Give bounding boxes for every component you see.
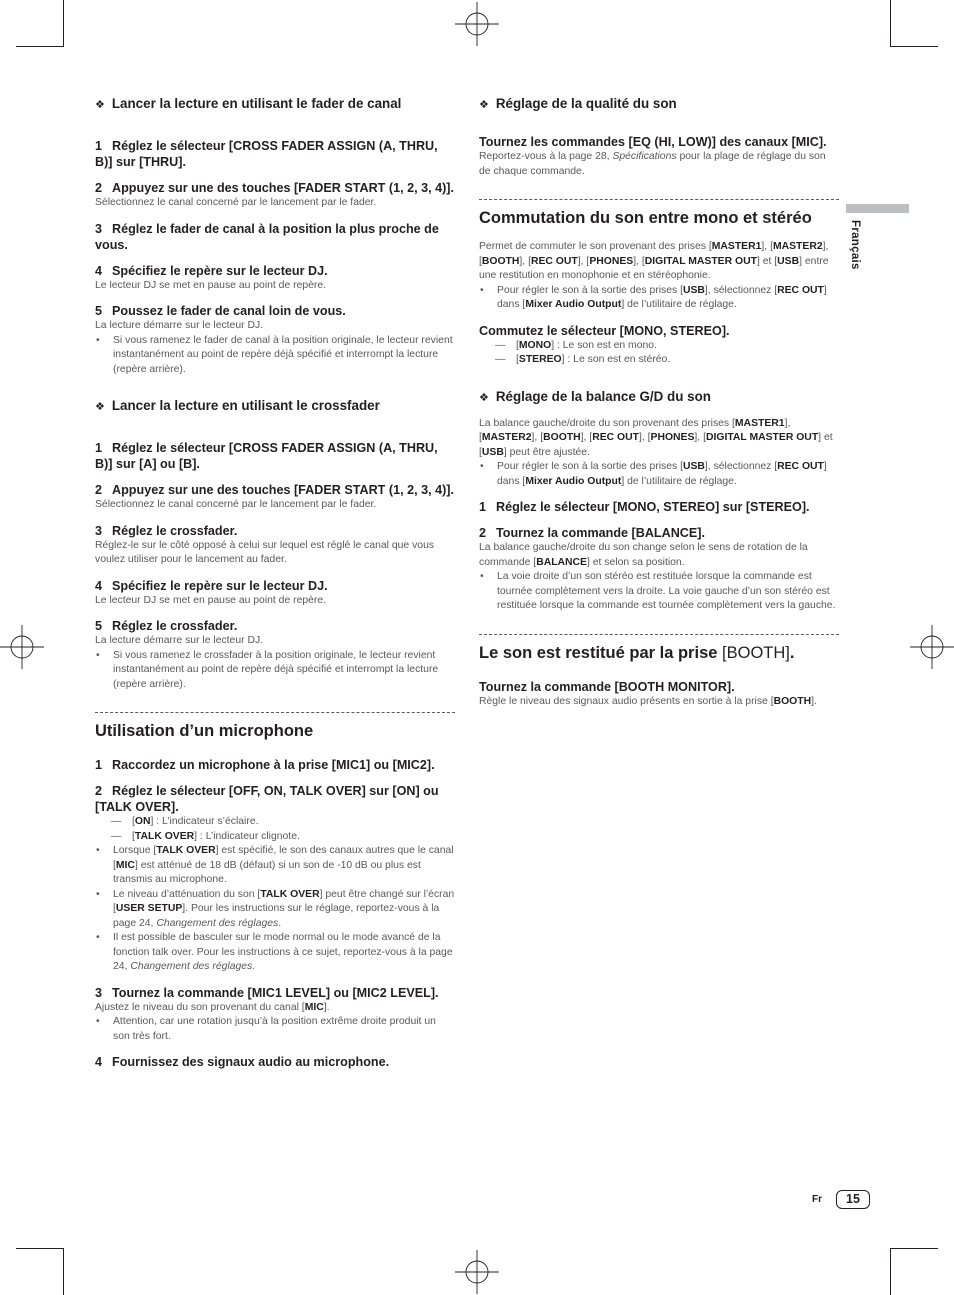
step: 4 Spécifiez le repère sur le lecteur DJ. — [95, 263, 328, 278]
step: 2 Appuyez sur une des touches [FADER START (1, 2, 3, 4)]. — [95, 483, 454, 497]
step-description: Règle le niveau des signaux audio présents en sortie à la prise [BOOTH]. — [479, 695, 817, 707]
crop-mark — [890, 1248, 891, 1295]
bullet-note: • Le niveau d’atténuation du son [TALK OVER] peut être changé sur l’écran [USER SETUP]. Pour les instructions sur le réglage, reportez-vous à la page 24, Changement des réglages. — [95, 888, 455, 932]
dash-item: — [TALK OVER] : L’indicateur clignote. — [95, 830, 455, 845]
step: 1 Réglez le sélecteur [CROSS FADER ASSIGN (A, THRU, B)] sur [THRU]. — [95, 139, 438, 169]
language-tab-bar — [846, 204, 909, 213]
bullet-note: • Si vous ramenez le fader de canal à la position originale, le lecteur revient instantanément au point de repère déjà spécifié et interrompt la lecture (repère arrière). — [95, 334, 455, 378]
bullet-note: • Attention, car une rotation jusqu’à la position extrême droite produit un son très fort. — [95, 1015, 455, 1044]
diamond-icon: ❖ — [95, 99, 105, 111]
step-description: Ajustez le niveau du son provenant du canal [MIC]. — [95, 1001, 330, 1013]
language-tab-label: Français — [849, 220, 861, 270]
registration-mark-icon — [455, 2, 499, 46]
section-heading: Commutation du son entre mono et stéréo — [479, 209, 812, 227]
step: 2 Réglez le sélecteur [OFF, ON, TALK OVER] sur [ON] ou [TALK OVER]. — [95, 784, 439, 814]
crop-mark — [63, 0, 64, 47]
bullet-note: • La voie droite d’un son stéréo est restituée lorsque la commande est tournée complètement vers la droite. La voie gauche d’un son stéréo est restituée lorsque la commande est tournée complètement vers la gauche. — [479, 570, 839, 614]
left-column — [95, 95, 455, 1070]
dash-item: — [MONO] : Le son est en mono. — [479, 339, 839, 354]
diamond-icon: ❖ — [479, 99, 489, 111]
crop-mark — [891, 1248, 938, 1249]
section-heading: Utilisation d’un microphone — [95, 722, 314, 740]
step-description: La balance gauche/droite du son change selon le sens de rotation de la commande [BALANCE] et selon sa position. — [479, 542, 808, 568]
crop-mark — [891, 46, 938, 47]
step: 5 Réglez le crossfader. — [95, 619, 238, 633]
step: 2 Appuyez sur une des touches [FADER START (1, 2, 3, 4)]. — [95, 181, 454, 195]
step-description: Réglez-le sur le côté opposé à celui sur lequel est réglé le canal que vous voulez utiliser pour le lancement au fader. — [95, 539, 435, 565]
step: 3 Réglez le fader de canal à la position la plus proche de vous. — [95, 221, 439, 252]
registration-mark-icon — [910, 625, 954, 669]
section-title: ❖ Réglage de la balance G/D du son — [479, 388, 711, 404]
paragraph: La balance gauche/droite du son provenant des prises [MASTER1], [MASTER2], [BOOTH], [REC OUT], [PHONES], [DIGITAL MASTER OUT] et [USB] peut être ajustée. — [479, 417, 833, 458]
step: 1 Réglez le sélecteur [MONO, STEREO] sur [STEREO]. — [479, 500, 810, 514]
crop-mark — [63, 1248, 64, 1295]
section-heading: Le son est restitué par la prise [BOOTH]. — [479, 643, 795, 662]
step-description: Le lecteur DJ se met en pause au point de repère. — [95, 279, 327, 291]
bullet-note: • Il est possible de basculer sur le mode normal ou le mode avancé de la fonction talk over. Pour les instructions à ce sujet, reportez-vous à la page 24, Changement des réglages. — [95, 931, 455, 975]
section-title: ❖ Lancer la lecture en utilisant le fader de canal — [95, 96, 402, 111]
step: 1 Raccordez un microphone à la prise [MIC1] ou [MIC2]. — [95, 758, 435, 772]
paragraph: Permet de commuter le son provenant des prises [MASTER1], [MASTER2], [BOOTH], [REC OUT], [PHONES], [DIGITAL MASTER OUT] et [USB] entre une restitution en monophonie et en stéréophonie. — [479, 241, 829, 281]
step-description: Sélectionnez le canal concerné par le lancement par le fader. — [95, 197, 377, 208]
step: 1 Réglez le sélecteur [CROSS FADER ASSIGN (A, THRU, B)] sur [A] ou [B]. — [95, 441, 438, 471]
step-description: Reportez-vous à la page 28, Spécifications pour la plage de réglage du son de chaque commande. — [479, 151, 826, 177]
step: 2 Tournez la commande [BALANCE]. — [479, 526, 705, 540]
step: 4 Fournissez des signaux audio au microphone. — [95, 1055, 390, 1069]
bullet-note: • Si vous ramenez le crossfader à la position originale, le lecteur revient instantanément au point de repère déjà spécifié et interrompt la lecture (repère arrière). — [95, 649, 455, 693]
step: 5 Poussez le fader de canal loin de vous. — [95, 304, 346, 318]
registration-mark-icon — [455, 1250, 499, 1294]
crop-mark — [890, 0, 891, 47]
dash-item: — [STEREO] : Le son est en stéréo. — [479, 353, 839, 368]
step: Commutez le sélecteur [MONO, STEREO]. — [479, 323, 730, 338]
step: 3 Tournez la commande [MIC1 LEVEL] ou [MIC2 LEVEL]. — [95, 985, 439, 1000]
section-title: ❖ Lancer la lecture en utilisant le crossfader — [95, 398, 380, 413]
bullet-note: • Pour régler le son à la sortie des prises [USB], sélectionnez [REC OUT] dans [Mixer Audio Output] de l’utilitaire de réglage. — [479, 460, 839, 489]
footer-language: Fr — [812, 1194, 822, 1205]
bullet-note: • Pour régler le son à la sortie des prises [USB], sélectionnez [REC OUT] dans [Mixer Audio Output] de l’utilitaire de réglage. — [479, 284, 839, 313]
step-description: La lecture démarre sur le lecteur DJ. — [95, 320, 264, 331]
page-number: 15 — [836, 1190, 870, 1209]
bullet-note: • Lorsque [TALK OVER] est spécifié, le son des canaux autres que le canal [MIC] est atténué de 18 dB (défaut) si un son de -10 dB ou plus est transmis au microphone. — [95, 844, 455, 888]
diamond-icon: ❖ — [95, 401, 105, 413]
step: Tournez les commandes [EQ (HI, LOW)] des canaux [MIC]. — [479, 135, 827, 149]
crop-mark — [16, 46, 63, 47]
step-description: Sélectionnez le canal concerné par le lancement par le fader. — [95, 499, 377, 510]
step: 4 Spécifiez le repère sur le lecteur DJ. — [95, 578, 328, 593]
step: 3 Réglez le crossfader. — [95, 523, 238, 538]
registration-mark-icon — [0, 625, 44, 669]
step: Tournez la commande [BOOTH MONITOR]. — [479, 679, 735, 694]
section-title: ❖ Réglage de la qualité du son — [479, 96, 677, 111]
step-description: Le lecteur DJ se met en pause au point de repère. — [95, 594, 327, 606]
dash-item: — [ON] : L’indicateur s’éclaire. — [95, 815, 455, 830]
diamond-icon: ❖ — [479, 391, 489, 404]
step-description: La lecture démarre sur le lecteur DJ. — [95, 635, 264, 646]
crop-mark — [16, 1248, 63, 1249]
right-column — [479, 95, 839, 709]
